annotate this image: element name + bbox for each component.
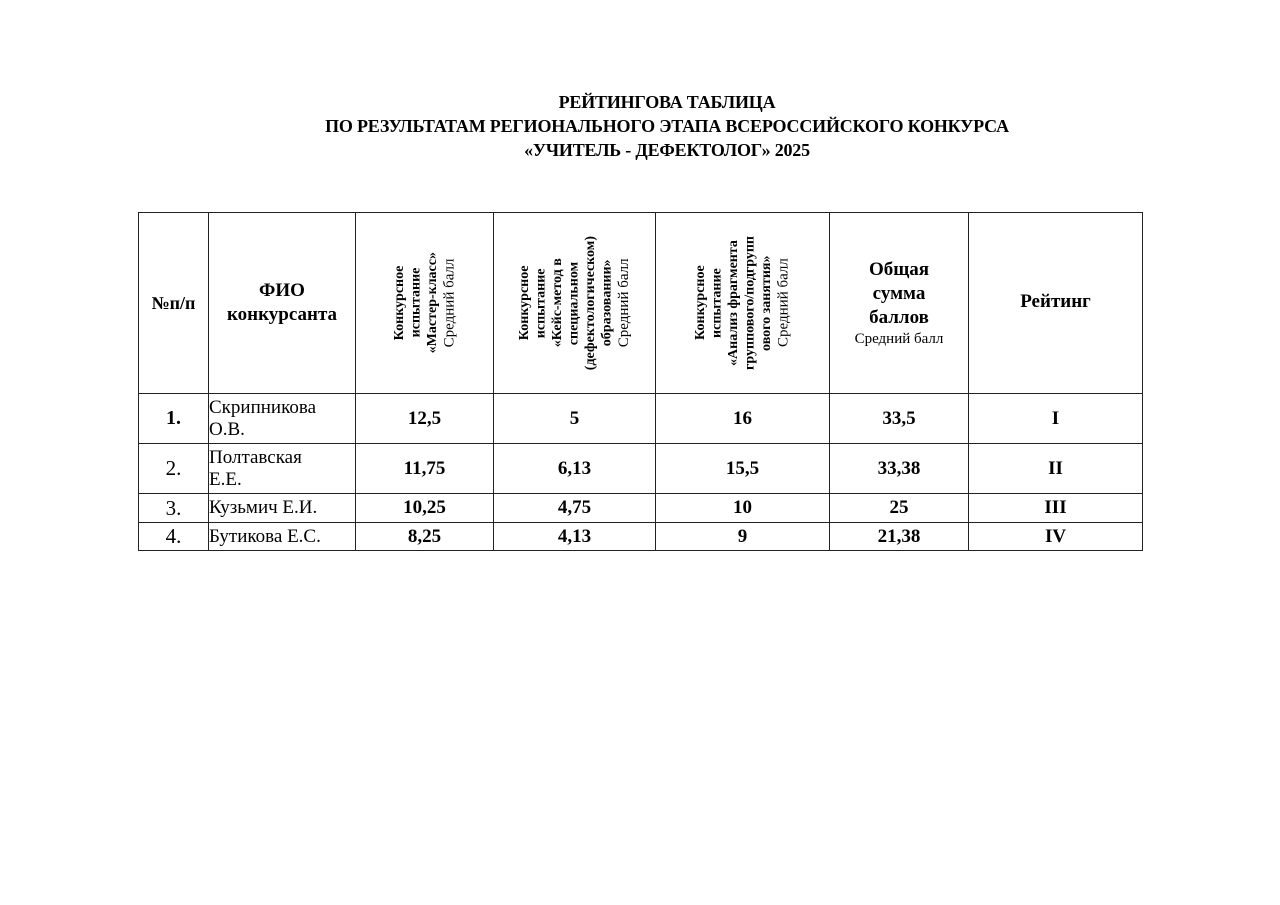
header-subtext: Средний балл [775,258,792,348]
score-master-class: 12,5 [356,394,494,444]
score-total: 33,5 [830,394,969,444]
table-row [139,394,1143,444]
header-text: «Анализ фрагмента [726,240,741,366]
header-total [830,213,969,394]
header-text: ового занятия» [759,255,774,351]
score-master-class: 8,25 [356,523,494,551]
name-line: О.В. [209,418,245,440]
header-subtext: Средний балл [854,331,944,347]
header-text: (дефектологическом) [582,235,598,371]
header-test-case-method [494,213,656,394]
score-lesson-analysis: 16 [656,394,830,444]
score-case-method: 4,75 [494,494,656,523]
score-case-method: 5 [494,394,656,444]
header-test-master-class [356,213,494,394]
contestant-name: Кузьмич Е.И. [209,494,356,523]
table-row [139,494,1143,523]
header-text: Конкурсное [391,265,407,341]
header-subtext: Средний балл [615,258,632,348]
header-fio-line1: ФИО [259,280,305,301]
header-text: специальном [566,261,582,345]
row-number: 4. [139,523,209,551]
header-text: испытание [533,268,549,338]
rating-value: II [969,444,1143,494]
header-text: Общая [868,259,930,280]
table-row [139,444,1143,494]
header-number: №п/п [139,213,209,394]
score-lesson-analysis: 9 [656,523,830,551]
score-total: 21,38 [830,523,969,551]
header-text: Конкурсное [693,265,708,341]
contestant-name: Бутикова Е.С. [209,523,356,551]
header-text: баллов [869,307,929,328]
header-text: группового/подгрупп [742,236,758,370]
row-number: 2. [139,444,209,494]
name-line: Полтавская [209,446,302,468]
score-master-class: 11,75 [356,444,494,494]
header-test-lesson-analysis [656,213,830,394]
name-line: Е.Е. [209,468,242,490]
score-case-method: 4,13 [494,523,656,551]
rating-value: I [969,394,1143,444]
header-fio-line2: конкурсанта [226,304,338,325]
header-rating: Рейтинг [969,213,1143,394]
score-lesson-analysis: 10 [656,494,830,523]
contestant-name [209,444,356,494]
title-line-1: РЕЙТИНГОВА ТАБЛИЦА [558,92,776,112]
rating-value: III [969,494,1143,523]
contestant-name [209,394,356,444]
header-text: образовании» [599,259,615,347]
table-row [139,523,1143,551]
title-line-2: ПО РЕЗУЛЬТАТАМ РЕГИОНАЛЬНОГО ЭТАПА ВСЕРОССИЙСКОГО КОНКУРСА [325,116,1009,136]
title-line-3: «УЧИТЕЛЬ - ДЕФЕКТОЛОГ» 2025 [524,140,810,160]
score-master-class: 10,25 [356,494,494,523]
header-fio [209,213,356,394]
rating-value: IV [969,523,1143,551]
header-row [139,213,1143,394]
row-number: 1. [139,394,209,444]
header-text: Конкурсное [516,265,532,341]
score-case-method: 6,13 [494,444,656,494]
name-line: Скрипникова [209,396,316,418]
header-text: «Кейс-метод в [549,258,565,348]
header-text: испытание [709,268,725,338]
score-lesson-analysis: 15,5 [656,444,830,494]
score-total: 33,38 [830,444,969,494]
score-total: 25 [830,494,969,523]
header-subtext: Средний балл [441,258,457,348]
row-number: 3. [139,494,209,523]
document-title [0,90,1280,162]
header-text: «Мастер-класс» [424,252,440,354]
header-text: испытание [408,268,423,338]
header-text: сумма [872,283,926,304]
rating-table [138,212,1143,551]
